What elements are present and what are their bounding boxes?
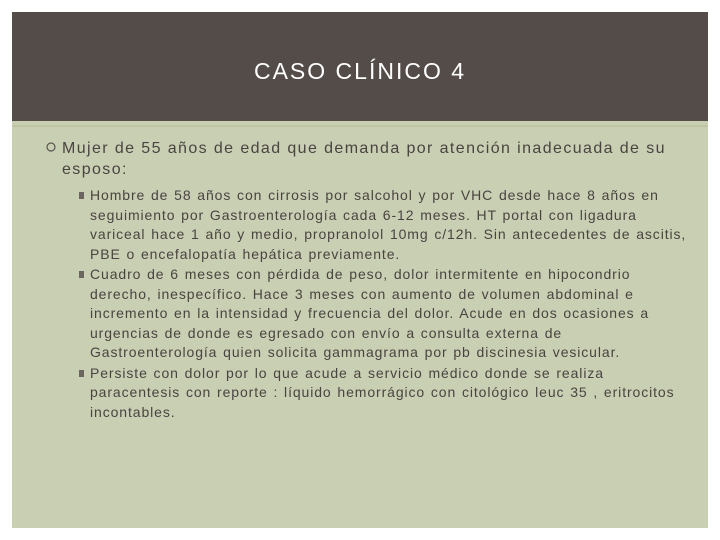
square-bullet-icon [79, 370, 84, 377]
slide-title: CASO CLÍNICO 4 [253, 58, 467, 84]
sub-bullet-point [24, 364, 694, 423]
title-bar [12, 12, 708, 121]
square-bullet-icon [79, 192, 84, 199]
square-bullet-icon [79, 271, 84, 278]
title-divider [12, 125, 708, 127]
sub-bullet-point [24, 265, 694, 363]
sub-bullet-text: Hombre de 58 años con cirrosis por salcohol y por VHC desde hace 8 años en seguimiento por Gastroenterología cada 6-12 meses. HT portal con ligadura variceal hace 1 año y medio, propranolol 10mg c/12h. Sin antecedentes de ascitis, PBE o encefalopatía hepática previamente. [90, 187, 687, 262]
main-bullet-point [24, 138, 694, 180]
sub-bullet-text: Persiste con dolor por lo que acude a servicio médico donde se realiza paracentesis con reporte : líquido hemorrágico con citológico leuc 35 , eritrocitos incontables. [90, 364, 675, 420]
slide-content [24, 138, 694, 423]
slide [12, 12, 708, 528]
sub-bullet-text: Cuadro de 6 meses con pérdida de peso, dolor intermitente en hipocondrio derecho, inespecífico. Hace 3 meses con aumento de volumen abdominal e incremento en la intensidad y frecuencia del dolor. Acude en dos ocasiones a urgencias de donde es egresado con envío a consulta externa de Gastroenterología quien solicita gammagrama por pb discinesia vesicular. [90, 266, 650, 360]
sub-bullet-list [24, 186, 694, 422]
main-bullet-text: Mujer de 55 años de edad que demanda por atención inadecuada de su esposo: [62, 140, 666, 178]
hollow-circle-bullet-icon [46, 142, 56, 152]
sub-bullet-point [24, 186, 694, 264]
